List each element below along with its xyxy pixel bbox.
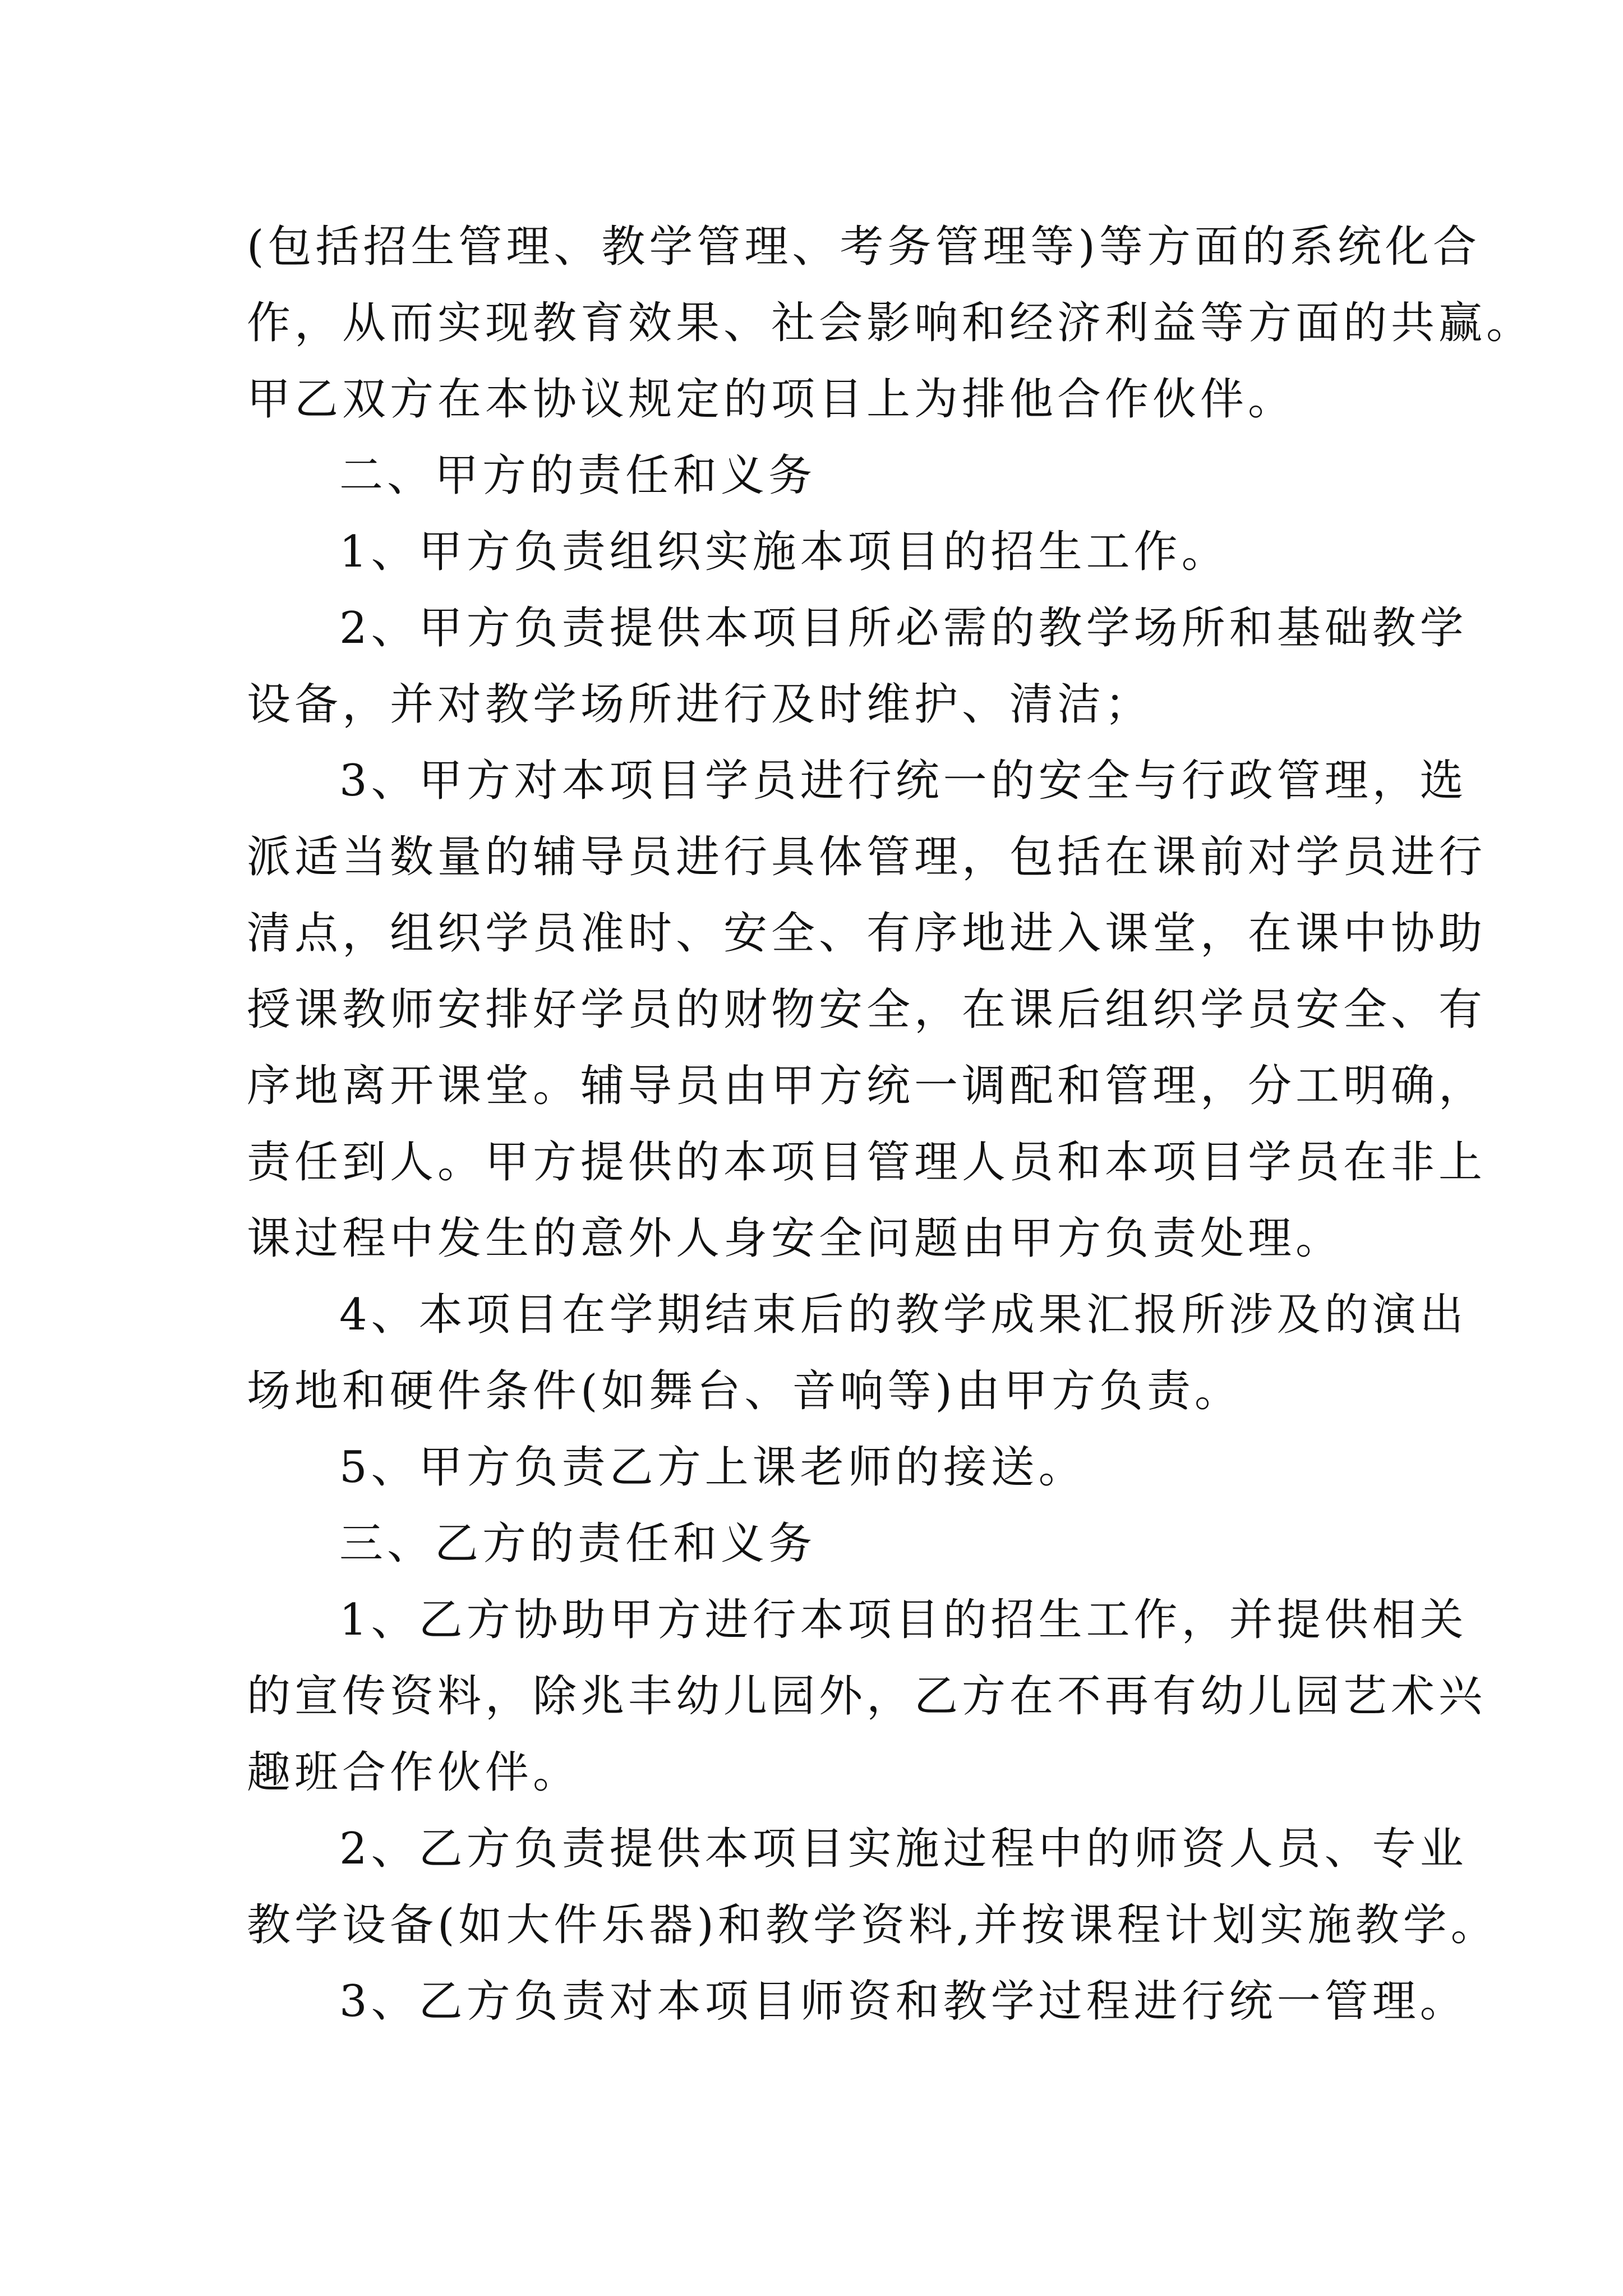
paragraph-line: 清点，组织学员准时、安全、有序地进入课堂，在课中协助 [247,908,1487,959]
paragraph-line: 3、甲方对本项目学员进行统一的安全与行政管理，选 [339,756,1468,806]
paragraph-line: 课过程中发生的意外人身安全问题由甲方负责处理。 [247,1213,1344,1264]
paragraph-line: 授课教师安排好学员的财物安全，在课后组织学员安全、有 [247,984,1487,1035]
paragraph-line: 教学设备(如大件乐器)和教学资料,并按课程计划实施教学。 [247,1900,1498,1950]
paragraph-line: 责任到人。甲方提供的本项目管理人员和本项目学员在非上 [247,1137,1487,1188]
paragraph-line: 5、甲方负责乙方上课老师的接送。 [339,1442,1086,1493]
paragraph-line: 作，从而实现教育效果、社会影响和经济利益等方面的共赢。 [247,298,1534,348]
paragraph-line: 派适当数量的辅导员进行具体管理，包括在课前对学员进行 [247,832,1487,882]
paragraph-line: 序地离开课堂。辅导员由甲方统一调配和管理，分工明确， [247,1061,1487,1111]
paragraph-line: 场地和硬件条件(如舞台、音响等)由甲方负责。 [247,1366,1242,1416]
paragraph-line: 3、乙方负责对本项目师资和教学过程进行统一管理。 [339,1976,1468,2027]
paragraph-line: 1、乙方协助甲方进行本项目的招生工作，并提供相关 [339,1595,1468,1645]
paragraph-line: 2、乙方负责提供本项目实施过程中的师资人员、专业 [339,1824,1468,1874]
paragraph-line: 4、本项目在学期结束后的教学成果汇报所涉及的演出 [339,1290,1468,1340]
paragraph-line: 趣班合作伙伴。 [247,1747,581,1798]
paragraph-line: 甲乙双方在本协议规定的项目上为排他合作伙伴。 [247,374,1296,425]
paragraph-line: 2、甲方负责提供本项目所必需的教学场所和基础教学 [339,603,1468,654]
section-heading: 二、甲方的责任和义务 [339,450,817,501]
paragraph-line: (包括招生管理、教学管理、考务管理等)等方面的系统化合 [247,222,1481,272]
paragraph-line: 的宣传资料，除兆丰幼儿园外，乙方在不再有幼儿园艺术兴 [247,1671,1487,1722]
document-body [247,209,1534,2040]
section-heading: 三、乙方的责任和义务 [339,1519,817,1569]
paragraph-line: 设备，并对教学场所进行及时维护、清洁； [247,679,1153,730]
paragraph-line: 1、甲方负责组织实施本项目的招生工作。 [339,527,1229,577]
